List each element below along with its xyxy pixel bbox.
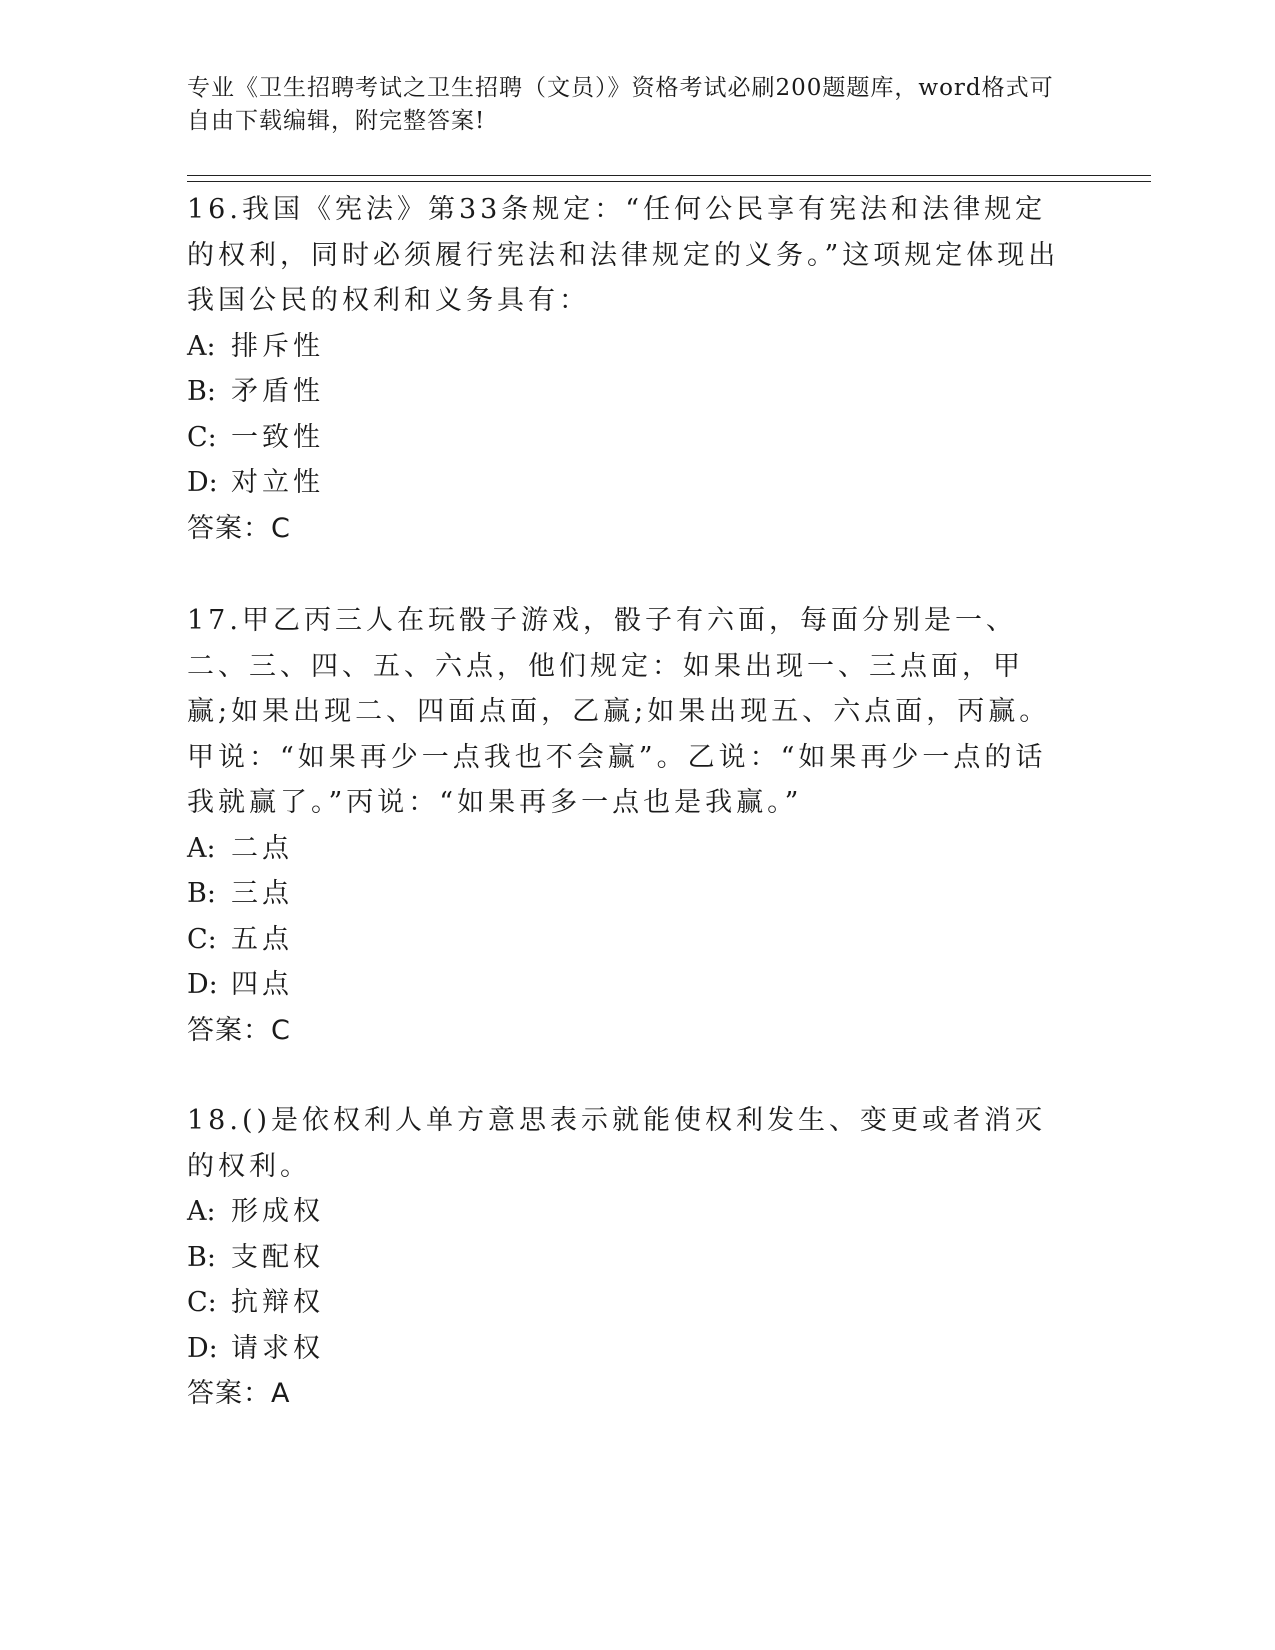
option-key: B: xyxy=(187,1241,216,1273)
option-key: B: xyxy=(187,376,216,407)
option-text: 支配权 xyxy=(231,1241,324,1273)
option-text: 请求权 xyxy=(231,1332,324,1364)
option-key: D: xyxy=(187,1332,218,1364)
option-b xyxy=(187,369,1067,415)
option-a xyxy=(187,1189,1067,1235)
option-text: 对立性 xyxy=(231,467,324,498)
option-key: C: xyxy=(187,1287,217,1318)
question-17 xyxy=(187,598,1067,1053)
option-key: A: xyxy=(187,832,216,864)
answer-line: 答案：C xyxy=(187,1014,291,1046)
option-key: A: xyxy=(187,330,216,362)
option-a xyxy=(187,324,1067,370)
option-d xyxy=(187,460,1067,506)
question-stem: 17.甲乙丙三人在玩骰子游戏，骰子有六面，每面分别是一、二、三、四、五、六点，他们规定：如果出现一、三点面，甲赢;如果出现二、四面点面，乙赢;如果出现五、六点面，丙赢。甲说：“如果再少一点我也不会赢”。乙说：“如果再少一点的话我就赢了。”丙说：“如果再多一点也是我赢。” xyxy=(187,605,1051,818)
option-d xyxy=(187,1326,1067,1372)
option-key: C: xyxy=(187,421,217,453)
option-key: A: xyxy=(187,1196,216,1227)
header-divider-bottom xyxy=(187,181,1151,182)
answer-line: 答案：A xyxy=(187,1378,291,1409)
question-16 xyxy=(187,187,1067,551)
option-b xyxy=(187,1235,1067,1281)
option-key: C: xyxy=(187,923,217,955)
option-c xyxy=(187,415,1067,461)
question-stem: 16.我国《宪法》第33条规定：“任何公民享有宪法和法律规定的权利，同时必须履行宪法和法律规定的义务。”这项规定体现出我国公民的权利和义务具有： xyxy=(187,194,1060,316)
question-18 xyxy=(187,1098,1067,1417)
option-a xyxy=(187,826,1067,872)
option-text: 五点 xyxy=(231,923,293,955)
option-key: D: xyxy=(187,969,218,1000)
option-key: B: xyxy=(187,878,216,909)
answer-line: 答案：C xyxy=(187,512,291,544)
option-text: 二点 xyxy=(231,832,293,864)
option-c xyxy=(187,917,1067,963)
question-stem: 18.()是依权利人单方意思表示就能使权利发生、变更或者消灭的权利。 xyxy=(187,1105,1047,1182)
document-header: 专业《卫生招聘考试之卫生招聘（文员）》资格考试必刷200题题库，word格式可自由下载编辑，附完整答案! xyxy=(187,75,1054,134)
option-b xyxy=(187,871,1067,917)
option-key: D: xyxy=(187,467,218,498)
option-text: 矛盾性 xyxy=(231,376,324,407)
option-c xyxy=(187,1280,1067,1326)
option-text: 一致性 xyxy=(231,421,324,453)
option-text: 排斥性 xyxy=(231,330,324,362)
option-d xyxy=(187,962,1067,1008)
option-text: 抗辩权 xyxy=(231,1287,324,1318)
option-text: 形成权 xyxy=(231,1196,324,1227)
option-text: 三点 xyxy=(231,878,293,909)
header-divider-top xyxy=(187,175,1151,176)
option-text: 四点 xyxy=(231,969,293,1000)
